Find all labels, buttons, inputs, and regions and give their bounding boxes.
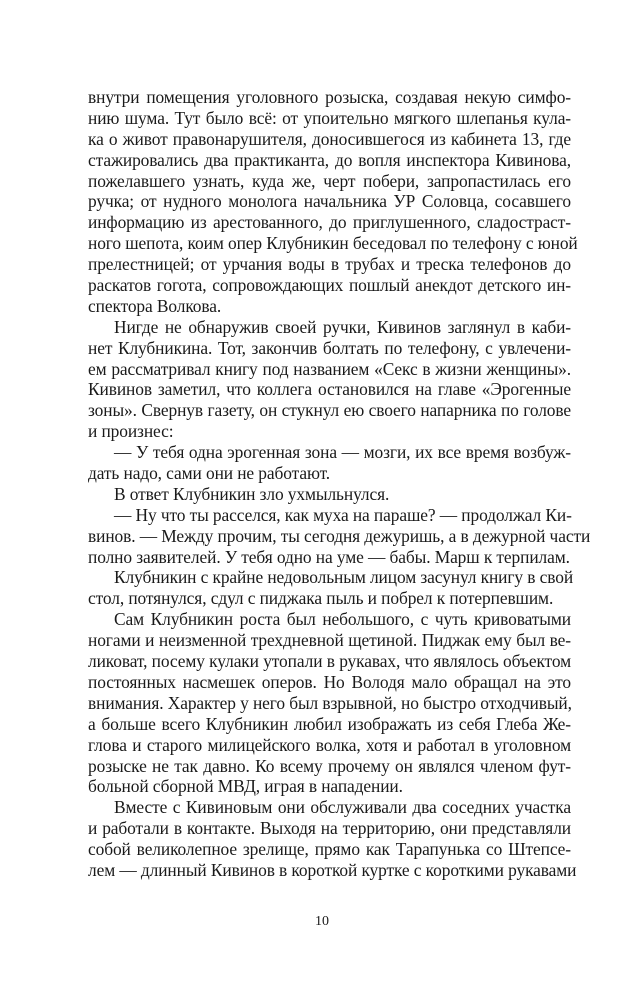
- text-line: винов. — Между прочим, ты сегодня дежуришь, а в дежурной части: [88, 525, 591, 546]
- text-line: Сам Клубникин роста был небольшого, с чуть кривоватыми: [114, 609, 571, 630]
- text-line: а больше всего Клубникин любил изображать из себя Глеба Же-: [88, 713, 571, 734]
- text-line: информацию из арестованного, до приглушенного, сладостраст-: [88, 212, 571, 233]
- text-line: и произнес:: [88, 421, 174, 442]
- text-line: нет Клубникина. Тот, закончив болтать по телефону, с увлечени-: [88, 337, 571, 358]
- text-line: ем рассматривал книгу под названием «Секс в жизни женщины».: [88, 358, 571, 379]
- text-line: пожелавшего узнать, куда же, черт побери, запропастилась его: [88, 170, 571, 191]
- text-line: внутри помещения уголовного розыска, создавая некую симфо-: [88, 87, 571, 107]
- text-line: ного шепота, коим опер Клубникин беседовал по телефону с юной: [88, 233, 578, 254]
- text-line: спектора Волкова.: [88, 295, 222, 316]
- text-line: — Ну что ты расселся, как муха на параше? — продолжал Ки-: [114, 504, 572, 525]
- text-line: внимания. Характер у него был взрывной, но быстро отходчивый,: [88, 692, 572, 713]
- text-line: больной сборной МВД, играя в нападении.: [88, 776, 403, 797]
- text-line: постоянных насмешек оперов. Но Володя мало обращал на это: [88, 671, 571, 692]
- text-line: розыске не так давно. Ко всему прочему он являлся членом фут-: [88, 755, 571, 776]
- text-line: ликоват, посему кулаки утопали в рукавах, что являлось объектом: [88, 651, 571, 672]
- page-number: 10: [315, 914, 329, 929]
- text-line: Вместе с Кивиновым они обслуживали два соседних участка: [114, 797, 571, 818]
- text-line: — У тебя одна эрогенная зона — мозги, их все время возбуж-: [114, 442, 571, 463]
- text-line: стол, потянулся, сдул с пиджака пыль и побрел к потерпевшим.: [88, 588, 554, 609]
- text-line: нию шума. Тут было всё: от упоительно мягкого шлепанья кула-: [88, 107, 571, 128]
- text-line: В ответ Клубникин зло ухмыльнулся.: [114, 483, 390, 504]
- page-body: [88, 87, 591, 881]
- text-line: Нигде не обнаружив своей ручки, Кивинов заглянул в каби-: [114, 316, 571, 337]
- text-line: ручка; от нудного монолога начальника УР Соловца, сосавшего: [88, 191, 571, 212]
- text-line: ногами и неизменной трехдневной щетиной. Пиджак ему был ве-: [88, 630, 571, 651]
- text-line: стажировались два практиканта, до вопля инспектора Кивинова,: [88, 149, 571, 170]
- text-line: глова и старого милицейского волка, хотя и работал в уголовном: [88, 734, 571, 755]
- text-line: полно заявителей. У тебя одно на уме — бабы. Марш к терпилам.: [88, 546, 570, 567]
- text-line: раскатов гогота, сопровождающих пошлый анекдот детского ин-: [88, 275, 571, 296]
- text-line: Клубникин с крайне недовольным лицом засунул книгу в свой: [114, 567, 574, 588]
- text-line: собой великолепное зрелище, прямо как Тарапунька со Штепсе-: [88, 839, 571, 860]
- text-line: лем — длинный Кивинов в короткой куртке с короткими рукавами: [88, 859, 577, 880]
- text-line: зоны». Свернув газету, он стукнул ею своего напарника по голове: [88, 400, 571, 421]
- text-line: и работали в контакте. Выходя на территорию, они представляли: [88, 818, 571, 839]
- text-line: ка о живот правонарушителя, доносившегося из кабинета 13, где: [88, 128, 571, 149]
- text-line: Кивинов заметил, что коллега остановился на главе «Эрогенные: [88, 379, 571, 400]
- text-line: прелестницей; от урчания воды в трубах и треска телефонов до: [88, 254, 571, 275]
- text-line: дать надо, сами они не работают.: [88, 463, 331, 484]
